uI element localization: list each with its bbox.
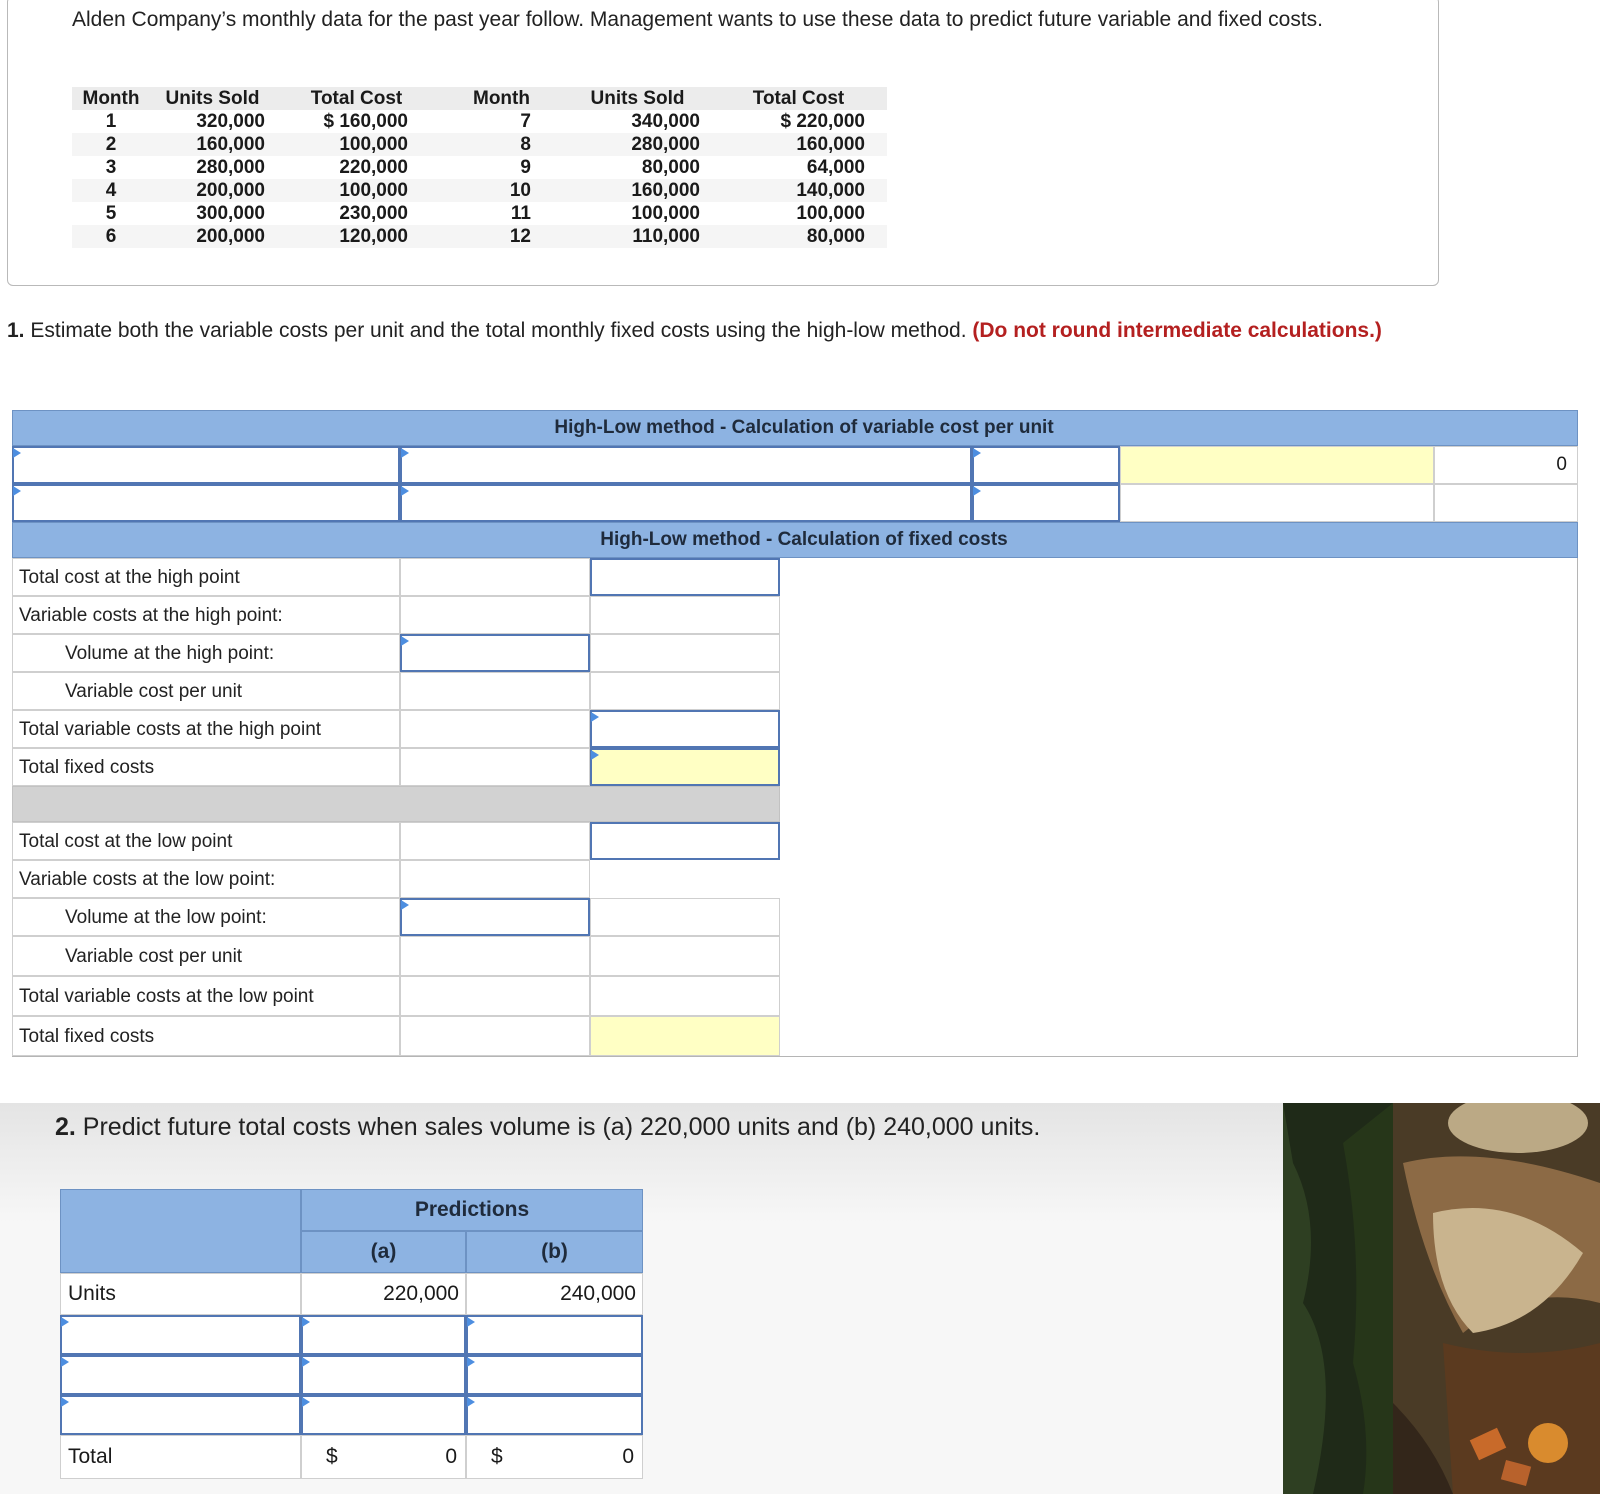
table-row	[72, 202, 887, 225]
units-cell: 280,000	[150, 156, 275, 179]
blank-cell	[400, 672, 590, 710]
units-cell: 200,000	[150, 225, 275, 248]
fixed-cost-section-header	[12, 522, 1578, 558]
blank-cell	[400, 822, 590, 860]
month-cell: 10	[438, 179, 565, 202]
units-cell: 160,000	[565, 179, 710, 202]
variable-blank-cell	[1120, 484, 1434, 522]
variable-cost-result-value: 0	[1434, 446, 1578, 484]
units-cell: 80,000	[565, 156, 710, 179]
total-b-value: 0	[622, 1445, 634, 1468]
col-header-units-sold-2: Units Sold	[565, 87, 710, 110]
blank-cell	[590, 976, 780, 1016]
cost-cell: 120,000	[275, 225, 438, 248]
variable-cost-section-header	[12, 410, 1578, 446]
currency-symbol: $	[326, 1445, 338, 1468]
prediction-label-input-2[interactable]	[60, 1355, 301, 1395]
total-fixed-costs-low-cell	[590, 1016, 780, 1056]
cost-cell: $ 220,000	[710, 110, 887, 133]
units-cell: 100,000	[565, 202, 710, 225]
units-cell: 280,000	[565, 133, 710, 156]
month-cell: 6	[72, 225, 150, 248]
units-label: Units	[60, 1273, 301, 1315]
blank-cell	[400, 558, 590, 596]
blank-cell	[400, 710, 590, 748]
question-2-text: Predict future total costs when sales volume is (a) 220,000 units and (b) 240,000 units.	[75, 1113, 1041, 1141]
cost-cell: 100,000	[710, 202, 887, 225]
blank-cell	[400, 976, 590, 1016]
section-divider	[12, 786, 780, 822]
cost-cell: 80,000	[710, 225, 887, 248]
total-variable-costs-high-input[interactable]	[590, 710, 780, 748]
variable-formula-input-2[interactable]	[400, 484, 972, 522]
fixed-cost-section-title: High-Low method - Calculation of fixed costs	[600, 529, 1008, 550]
total-cost-high-input[interactable]	[590, 558, 780, 596]
variable-costs-high-label: Variable costs at the high point:	[12, 596, 400, 634]
total-cost-low-label: Total cost at the low point	[12, 822, 400, 860]
blank-cell	[400, 1016, 590, 1056]
currency-symbol: $	[491, 1445, 503, 1468]
problem-intro: Alden Company’s monthly data for the past year follow. Management wants to use these data to predict future variable and fixed costs.	[72, 8, 1323, 31]
variable-label-input-2[interactable]	[12, 484, 400, 522]
blank-cell	[400, 936, 590, 976]
variable-costs-low-label: Variable costs at the low point:	[12, 860, 400, 898]
table-row	[72, 225, 887, 248]
blank-cell	[400, 748, 590, 786]
col-header-total-cost: Total Cost	[275, 87, 438, 110]
volume-low-label: Volume at the low point:	[12, 898, 400, 936]
units-cell: 320,000	[150, 110, 275, 133]
cost-cell: 100,000	[275, 179, 438, 202]
prediction-b-input-2[interactable]	[466, 1355, 643, 1395]
cost-cell: 160,000	[710, 133, 887, 156]
col-header-month-2: Month	[438, 87, 565, 110]
month-cell: 1	[72, 110, 150, 133]
units-cell: 110,000	[565, 225, 710, 248]
total-label: Total	[60, 1435, 301, 1479]
units-a-value: 220,000	[301, 1273, 466, 1315]
predictions-col-b: (b)	[466, 1231, 643, 1273]
question-2-number: 2.	[55, 1113, 76, 1141]
variable-value-input-2[interactable]	[972, 484, 1120, 522]
variable-cost-section-title: High-Low method - Calculation of variable cost per unit	[554, 417, 1054, 438]
month-cell: 7	[438, 110, 565, 133]
month-cell: 8	[438, 133, 565, 156]
month-cell: 9	[438, 156, 565, 179]
predictions-corner-header	[60, 1189, 301, 1273]
monthly-data-table	[72, 87, 887, 248]
question-1-number: 1.	[7, 319, 25, 342]
total-a-cell	[301, 1435, 466, 1479]
month-cell: 11	[438, 202, 565, 225]
prediction-a-input-3[interactable]	[301, 1395, 466, 1435]
cost-cell: 100,000	[275, 133, 438, 156]
table-row	[72, 110, 887, 133]
total-cost-low-input[interactable]	[590, 822, 780, 860]
units-cell: 160,000	[150, 133, 275, 156]
variable-blank-cell	[1434, 484, 1578, 522]
variable-cost-per-unit-high-label: Variable cost per unit	[12, 672, 400, 710]
prediction-label-input-1[interactable]	[60, 1315, 301, 1355]
table-row	[72, 133, 887, 156]
blank-cell	[590, 634, 780, 672]
cost-cell: 220,000	[275, 156, 438, 179]
blank-cell	[400, 596, 590, 634]
predictions-col-a: (a)	[301, 1231, 466, 1273]
prediction-a-input-2[interactable]	[301, 1355, 466, 1395]
volume-low-input[interactable]	[400, 898, 590, 936]
variable-cost-per-unit-low-label: Variable cost per unit	[12, 936, 400, 976]
question-1-text: Estimate both the variable costs per unit and the total monthly fixed costs using the high-low method.	[24, 319, 973, 342]
month-cell: 5	[72, 202, 150, 225]
question-1-note: (Do not round intermediate calculations.)	[972, 319, 1382, 342]
units-b-value: 240,000	[466, 1273, 643, 1315]
cost-cell: 64,000	[710, 156, 887, 179]
month-cell: 2	[72, 133, 150, 156]
prediction-label-input-3[interactable]	[60, 1395, 301, 1435]
variable-label-input-1[interactable]	[12, 446, 400, 484]
total-fixed-costs-low-label: Total fixed costs	[12, 1016, 400, 1056]
month-cell: 4	[72, 179, 150, 202]
cost-cell: 230,000	[275, 202, 438, 225]
predictions-header: Predictions	[301, 1189, 643, 1231]
col-header-units-sold: Units Sold	[150, 87, 275, 110]
volume-high-label: Volume at the high point:	[12, 634, 400, 672]
blank-cell	[590, 672, 780, 710]
prediction-b-input-1[interactable]	[466, 1315, 643, 1355]
total-a-value: 0	[445, 1445, 457, 1468]
question-2	[55, 1113, 1040, 1142]
cost-cell: $ 160,000	[275, 110, 438, 133]
blank-cell	[590, 898, 780, 936]
total-cost-high-label: Total cost at the high point	[12, 558, 400, 596]
question-1	[7, 317, 1567, 344]
col-header-month: Month	[72, 87, 150, 110]
variable-formula-input-1[interactable]	[400, 446, 972, 484]
blank-cell	[590, 596, 780, 634]
table-row	[72, 179, 887, 202]
total-b-cell	[466, 1435, 643, 1479]
col-header-total-cost-2: Total Cost	[710, 87, 887, 110]
background-photo	[1283, 1103, 1600, 1494]
units-cell: 200,000	[150, 179, 275, 202]
units-cell: 300,000	[150, 202, 275, 225]
total-fixed-costs-high-label: Total fixed costs	[12, 748, 400, 786]
month-cell: 12	[438, 225, 565, 248]
volume-high-input[interactable]	[400, 634, 590, 672]
month-cell: 3	[72, 156, 150, 179]
blank-cell	[400, 860, 590, 898]
units-cell: 340,000	[565, 110, 710, 133]
total-fixed-costs-high-input[interactable]	[590, 748, 780, 786]
prediction-b-input-3[interactable]	[466, 1395, 643, 1435]
table-row	[72, 156, 887, 179]
variable-result-cell	[1120, 446, 1434, 484]
prediction-a-input-1[interactable]	[301, 1315, 466, 1355]
variable-value-input-1[interactable]	[972, 446, 1120, 484]
blank-cell	[590, 936, 780, 976]
total-variable-costs-low-label: Total variable costs at the low point	[12, 976, 400, 1016]
total-variable-costs-high-label: Total variable costs at the high point	[12, 710, 400, 748]
cost-cell: 140,000	[710, 179, 887, 202]
